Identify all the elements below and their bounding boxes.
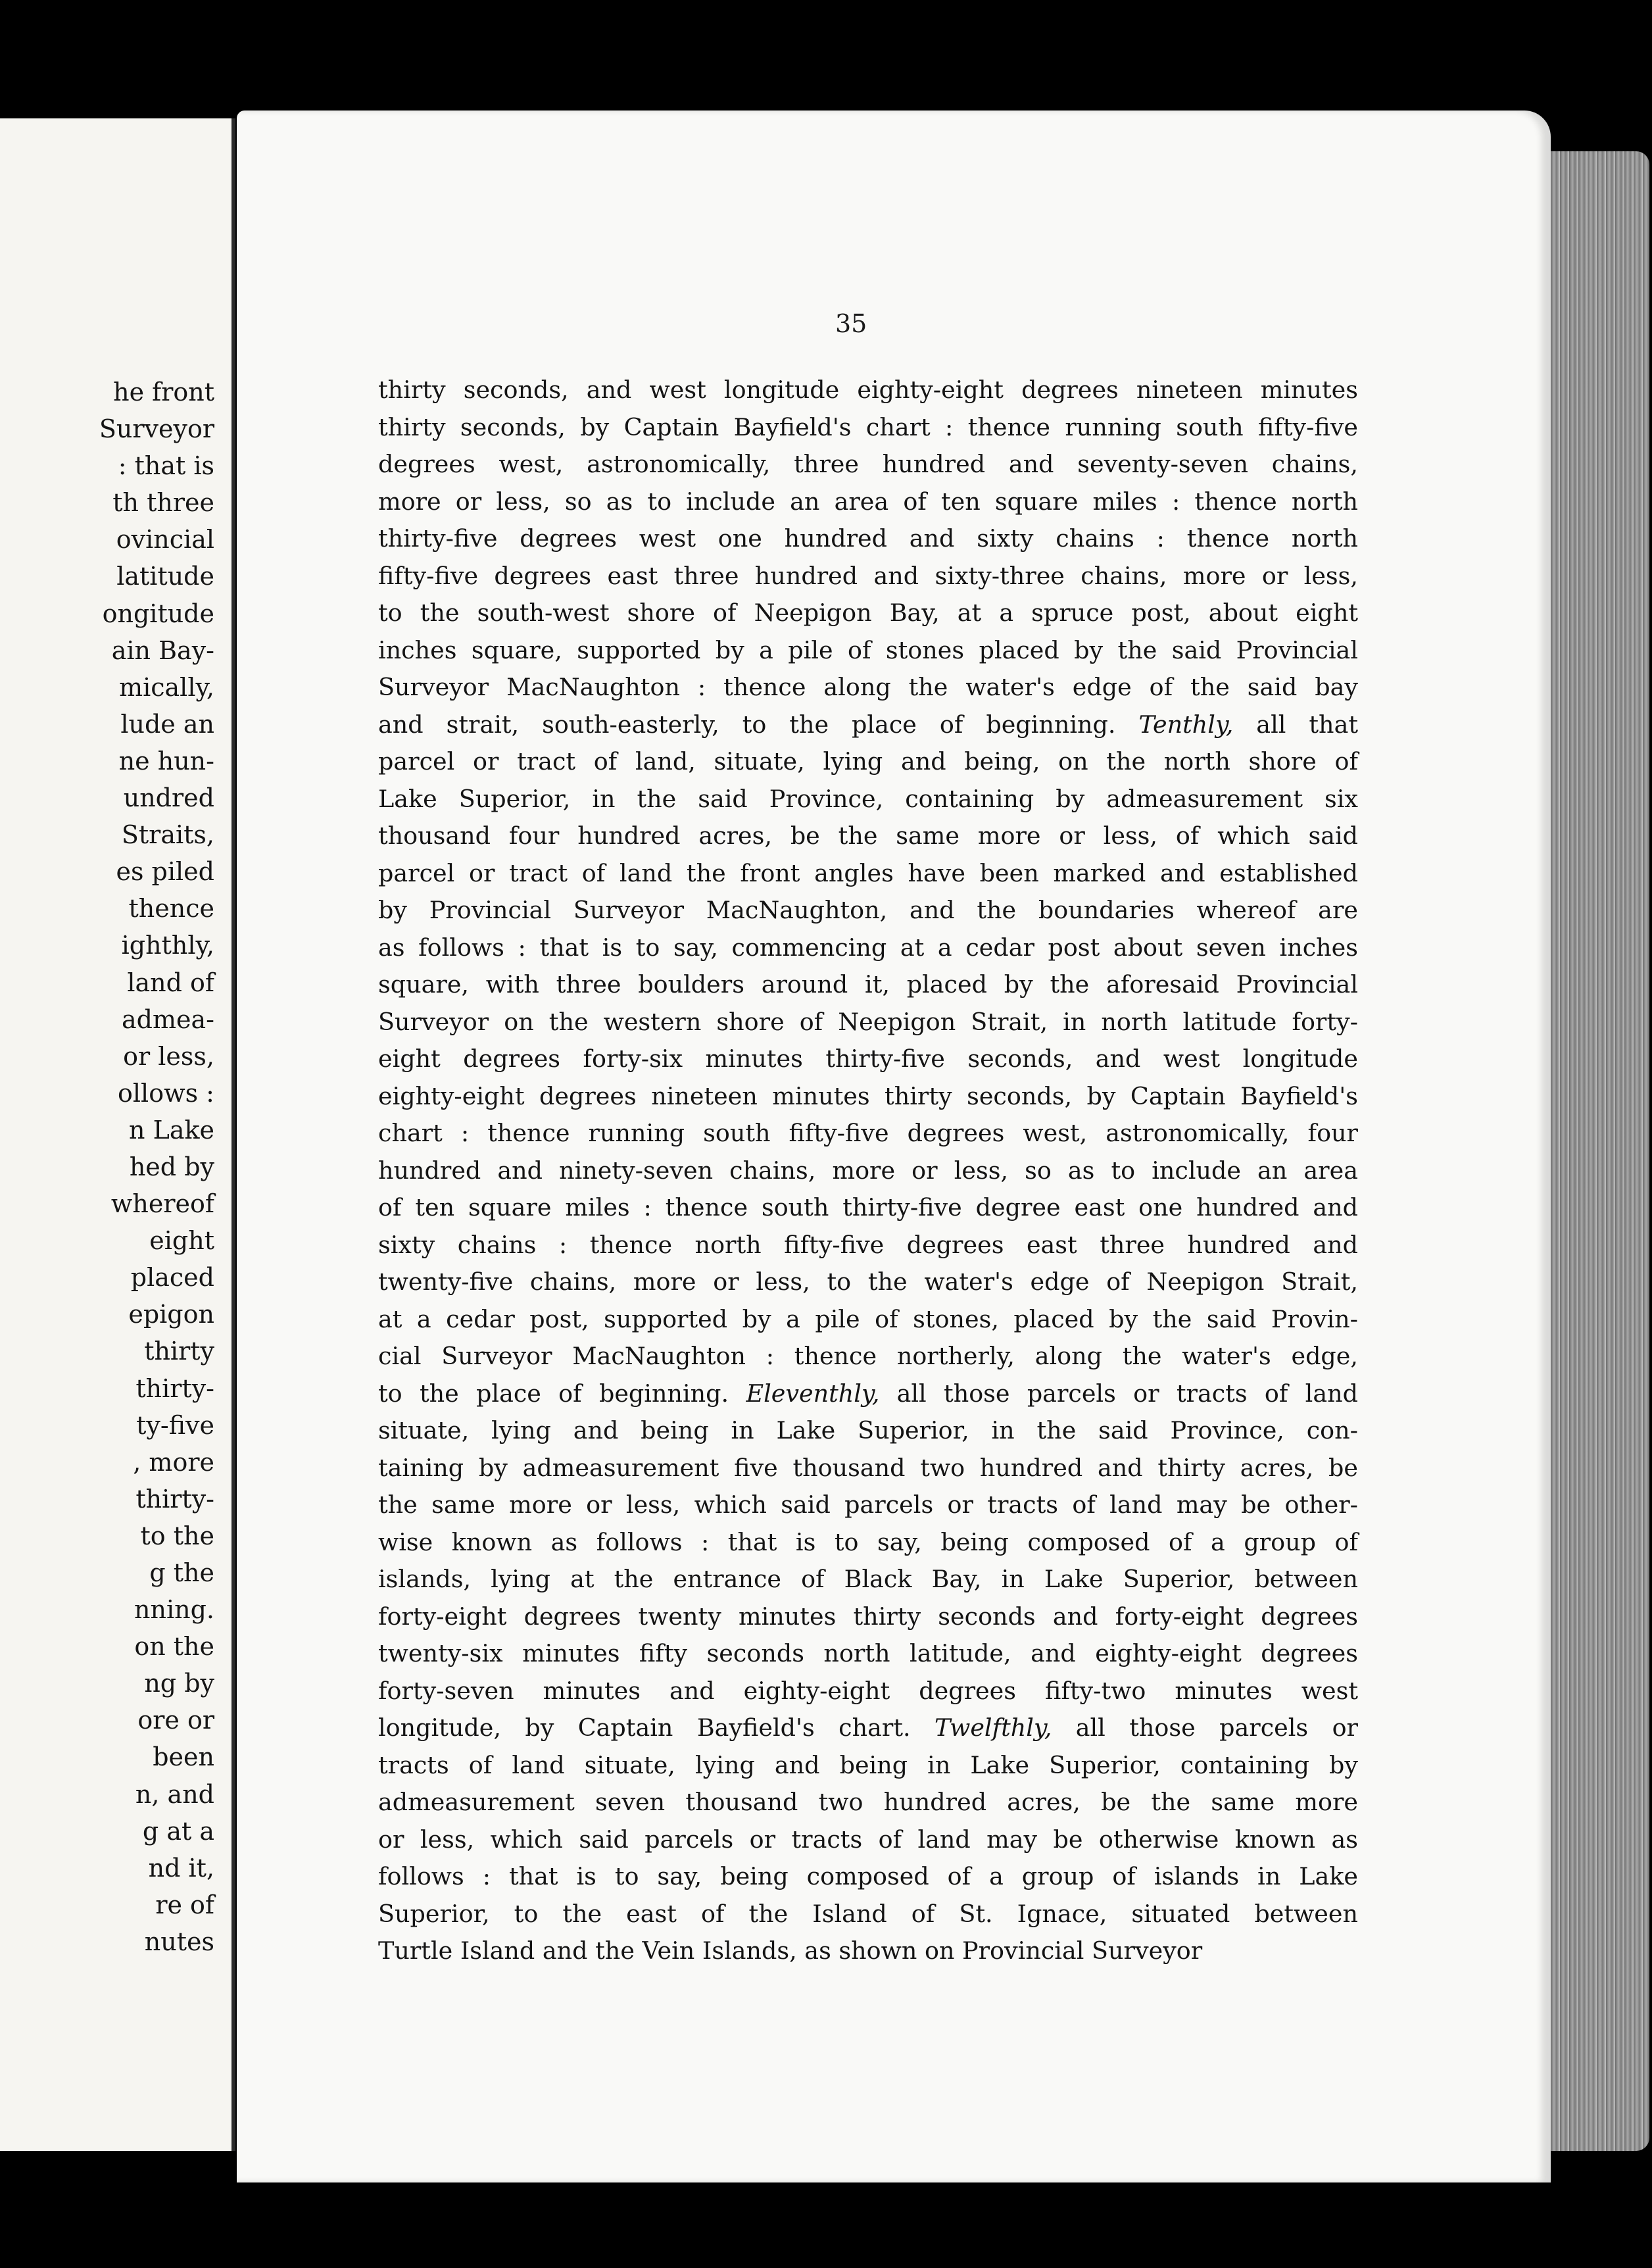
text-line xyxy=(378,1152,1358,1190)
left-page-fragment: n Lake xyxy=(129,1115,214,1145)
italic-ordinal: Twelfthly, xyxy=(935,1713,1052,1742)
text-segment: thirty seconds, by Captain Bayfield's chart : thence running south fifty-five xyxy=(378,412,1358,441)
left-page-fragment: ovincial xyxy=(116,525,214,555)
text-segment: square, with three boulders around it, placed by the aforesaid Provincial xyxy=(378,970,1358,998)
text-segment: islands, lying at the entrance of Black Bay, in Lake Superior, between xyxy=(378,1565,1358,1593)
left-page-fragment: mically, xyxy=(119,672,214,702)
text-line xyxy=(378,1041,1358,1078)
text-segment: parcel or tract of land, situate, lying and being, on the north shore of xyxy=(378,747,1358,776)
text-line xyxy=(378,1710,1358,1747)
text-line xyxy=(378,446,1358,483)
left-page-fragment: ongitude xyxy=(102,599,214,628)
left-page-fragment: undred xyxy=(123,783,214,813)
text-line xyxy=(378,929,1358,967)
text-segment: follows : that is to say, being composed of a group of islands in Lake xyxy=(378,1862,1358,1890)
text-line xyxy=(378,892,1358,929)
left-page-fragment: n, and xyxy=(135,1779,214,1809)
text-line xyxy=(378,706,1358,744)
left-page-fragment: land of xyxy=(127,968,214,997)
text-segment: taining by admeasurement five thousand two hundred and thirty acres, be xyxy=(378,1453,1358,1482)
text-line xyxy=(378,1598,1358,1636)
text-line xyxy=(378,1858,1358,1896)
left-page-fragment: g the xyxy=(149,1558,214,1587)
text-segment: Turtle Island and the Vein Islands, as shown on Provincial Surveyor xyxy=(378,1936,1203,1965)
text-segment: all those parcels or tracts of land xyxy=(879,1379,1358,1408)
text-segment: wise known as follows : that is to say, being composed of a group of xyxy=(378,1527,1358,1556)
left-page-fragment: hed by xyxy=(129,1152,214,1181)
text-line xyxy=(378,1264,1358,1301)
left-page-fragment: ain Bay- xyxy=(111,635,214,665)
text-segment: Superior, to the east of the Island of St. Ignace, situated between xyxy=(378,1899,1358,1928)
left-page-fragment: thirty xyxy=(144,1337,214,1366)
left-page-fragment: ore or xyxy=(137,1706,214,1735)
left-page-fragment: epigon xyxy=(128,1300,214,1329)
text-segment: by Provincial Surveyor MacNaughton, and the boundaries whereof are xyxy=(378,896,1358,924)
left-page-fragment: whereof xyxy=(110,1189,214,1219)
text-segment: tracts of land situate, lying and being in Lake Superior, containing by xyxy=(378,1750,1358,1779)
left-page-fragment: or less, xyxy=(123,1041,214,1071)
text-segment: longitude, by Captain Bayfield's chart. xyxy=(378,1713,935,1742)
left-page-fragment: th three xyxy=(112,488,214,518)
text-segment: as follows : that is to say, commencing at a cedar post about seven inches xyxy=(378,933,1358,962)
text-line xyxy=(378,855,1358,893)
left-page-fragment: he front xyxy=(113,378,214,407)
text-line xyxy=(378,1412,1358,1450)
text-line xyxy=(378,1487,1358,1524)
text-line xyxy=(378,483,1358,521)
text-line xyxy=(378,1561,1358,1598)
text-segment: and strait, south-easterly, to the place of beginning. xyxy=(378,710,1139,739)
left-page-fragment: ollows : xyxy=(118,1078,214,1108)
left-page-fragment: admea- xyxy=(122,1004,214,1034)
text-line xyxy=(378,1375,1358,1413)
left-page-fragment: g at a xyxy=(142,1816,214,1846)
text-line xyxy=(378,372,1358,409)
text-line xyxy=(378,1933,1358,1970)
left-page-fragment: nning. xyxy=(134,1595,214,1625)
italic-ordinal: Tenthly, xyxy=(1138,710,1234,739)
text-segment: at a cedar post, supported by a pile of stones, placed by the said Provin- xyxy=(378,1304,1358,1333)
left-page-fragment: placed xyxy=(130,1263,214,1293)
text-line xyxy=(378,818,1358,855)
text-line xyxy=(378,1524,1358,1562)
text-segment: sixty chains : thence north fifty-five degrees east three hundred and xyxy=(378,1230,1358,1259)
text-segment: eighty-eight degrees nineteen minutes thirty seconds, by Captain Bayfield's xyxy=(378,1081,1358,1110)
text-line xyxy=(378,743,1358,781)
text-line xyxy=(378,1301,1358,1339)
text-line xyxy=(378,1115,1358,1152)
left-page-fragment: nd it, xyxy=(148,1853,214,1883)
page-number: 35 xyxy=(835,309,867,338)
left-page-fragment: : that is xyxy=(118,451,214,481)
text-line xyxy=(378,1338,1358,1375)
text-line xyxy=(378,1078,1358,1116)
text-line xyxy=(378,1450,1358,1487)
left-page-fragment: thirty- xyxy=(135,1484,214,1514)
text-segment: situate, lying and being in Lake Superior, in the said Province, con- xyxy=(378,1416,1358,1444)
left-page-fragment: ne hun- xyxy=(118,746,214,776)
left-page-fragment: on the xyxy=(134,1632,214,1662)
text-line xyxy=(378,558,1358,595)
left-page-fragment: eight xyxy=(149,1226,214,1256)
left-page-fragment: lude an xyxy=(120,709,214,739)
text-line xyxy=(378,966,1358,1004)
left-page-fragment: thence xyxy=(128,894,214,924)
left-page-fragment: es piled xyxy=(116,857,214,887)
text-line xyxy=(378,1635,1358,1673)
body-text xyxy=(378,372,1358,1970)
text-segment: admeasurement seven thousand two hundred acres, be the same more xyxy=(378,1788,1358,1816)
text-line xyxy=(378,1896,1358,1933)
left-page-text-fragments xyxy=(99,374,214,1960)
left-page-fragment: ighthly, xyxy=(121,931,214,960)
text-segment: Lake Superior, in the said Province, containing by admeasurement six xyxy=(378,784,1358,813)
text-segment: thirty seconds, and west longitude eighty-eight degrees nineteen minutes xyxy=(378,376,1358,404)
left-page-fragment: ng by xyxy=(144,1669,214,1698)
text-segment: Surveyor on the western shore of Neepigon Strait, in north latitude forty- xyxy=(378,1007,1358,1036)
text-line xyxy=(378,1673,1358,1710)
text-segment: hundred and ninety-seven chains, more or less, so as to include an area xyxy=(378,1156,1358,1185)
text-segment: to the south-west shore of Neepigon Bay, at a spruce post, about eight xyxy=(378,599,1358,627)
text-segment: the same more or less, which said parcels or tracts of land may be other- xyxy=(378,1491,1358,1519)
text-segment: twenty-six minutes fifty seconds north latitude, and eighty-eight degrees xyxy=(378,1639,1358,1667)
text-segment: eight degrees forty-six minutes thirty-five seconds, and west longitude xyxy=(378,1045,1358,1073)
text-segment: more or less, so as to include an area of ten square miles : thence north xyxy=(378,487,1358,516)
italic-ordinal: Eleventhly, xyxy=(746,1379,880,1408)
text-segment: parcel or tract of land the front angles have been marked and established xyxy=(378,858,1358,887)
left-page-fragment: Straits, xyxy=(121,820,214,850)
text-segment: or less, which said parcels or tracts of land may be otherwise known as xyxy=(378,1825,1358,1854)
text-line xyxy=(378,632,1358,670)
text-line xyxy=(378,409,1358,447)
text-line xyxy=(378,520,1358,558)
text-segment: of ten square miles : thence south thirty-five degree east one hundred and xyxy=(378,1193,1358,1221)
text-segment: thousand four hundred acres, be the same more or less, of which said xyxy=(378,822,1358,850)
left-page-fragment: , more xyxy=(133,1447,214,1477)
text-segment: Surveyor MacNaughton : thence along the water's edge of the said bay xyxy=(378,673,1358,701)
text-segment: all that xyxy=(1233,710,1358,739)
left-page-fragment: nutes xyxy=(144,1927,214,1956)
text-line xyxy=(378,595,1358,632)
text-line xyxy=(378,1227,1358,1264)
text-segment: forty-seven minutes and eighty-eight degrees fifty-two minutes west xyxy=(378,1676,1358,1705)
text-segment: thirty-five degrees west one hundred and sixty chains : thence north xyxy=(378,524,1358,553)
text-line xyxy=(378,781,1358,818)
text-segment: cial Surveyor MacNaughton : thence northerly, along the water's edge, xyxy=(378,1342,1358,1370)
text-line xyxy=(378,669,1358,706)
left-page-fragment: been xyxy=(153,1742,214,1772)
text-line xyxy=(378,1821,1358,1859)
text-line xyxy=(378,1004,1358,1041)
text-segment: fifty-five degrees east three hundred and sixty-three chains, more or less, xyxy=(378,561,1358,590)
left-page-fragment: to the xyxy=(140,1521,214,1550)
left-page-fragment: latitude xyxy=(116,562,214,591)
text-segment: forty-eight degrees twenty minutes thirty seconds and forty-eight degrees xyxy=(378,1602,1358,1631)
left-page-fragment: re of xyxy=(155,1890,214,1919)
text-segment: degrees west, astronomically, three hundred and seventy-seven chains, xyxy=(378,450,1358,478)
page-edge xyxy=(1551,151,1649,2151)
text-line xyxy=(378,1189,1358,1227)
text-segment: to the place of beginning. xyxy=(378,1379,746,1408)
left-page xyxy=(0,118,235,2151)
text-segment: inches square, supported by a pile of stones placed by the said Provincial xyxy=(378,635,1358,664)
left-page-fragment: ty-five xyxy=(136,1410,214,1440)
left-page-fragment: Surveyor xyxy=(99,414,214,444)
left-page-fragment: thirty- xyxy=(135,1373,214,1403)
text-line xyxy=(378,1784,1358,1821)
text-segment: twenty-five chains, more or less, to the water's edge of Neepigon Strait, xyxy=(378,1268,1358,1296)
text-segment: all those parcels or xyxy=(1052,1713,1359,1742)
text-line xyxy=(378,1747,1358,1785)
text-segment: chart : thence running south fifty-five degrees west, astronomically, four xyxy=(378,1119,1358,1147)
